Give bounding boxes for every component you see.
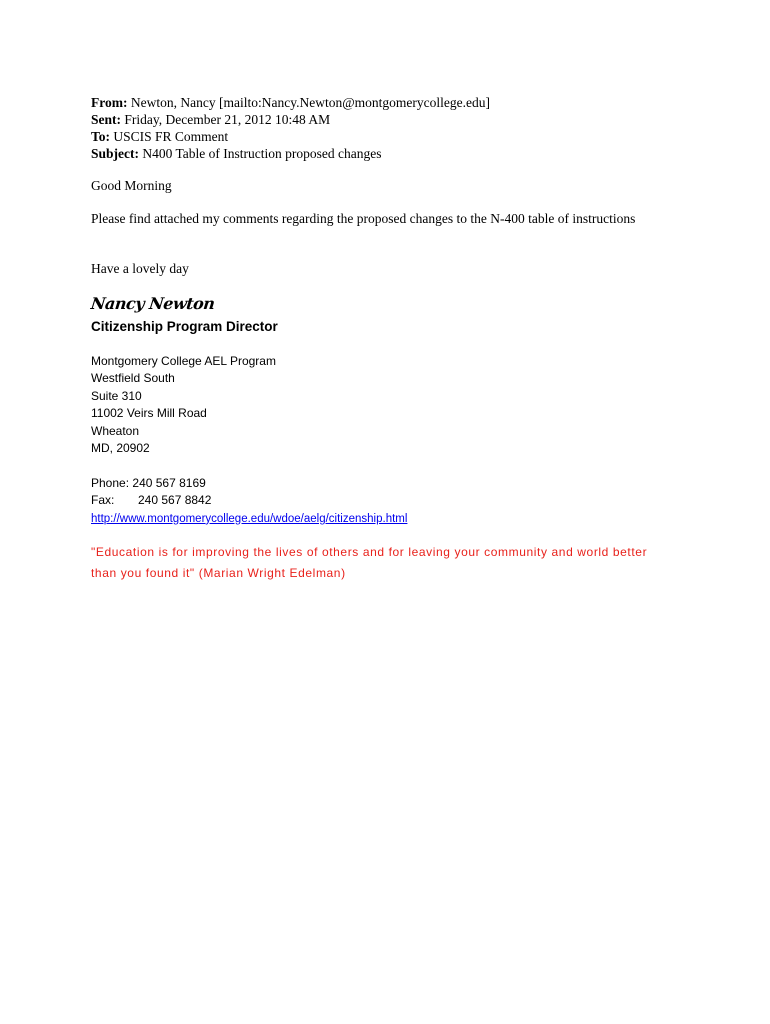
from-value: Newton, Nancy [mailto:Nancy.Newton@montgomerycollege.edu] — [130, 95, 490, 110]
address-line: Montgomery College AEL Program — [91, 354, 276, 368]
email-body: Please find attached my comments regarding the proposed changes to the N-400 table of instructions — [91, 211, 636, 226]
subject-label: Subject: — [91, 146, 139, 161]
sent-line — [91, 111, 751, 128]
to-value: USCIS FR Comment — [113, 129, 229, 144]
phone-value: 240 567 8169 — [132, 476, 206, 490]
signature-name: Nancy Newton — [90, 294, 216, 313]
sent-value: Friday, December 21, 2012 10:48 AM — [124, 112, 331, 127]
subject-value: N400 Table of Instruction proposed changes — [142, 146, 382, 161]
phone-label: Phone: — [91, 476, 130, 490]
subject-line — [91, 145, 751, 162]
address-line: 11002 Veirs Mill Road — [91, 406, 207, 421]
address-line: MD, 20902 — [91, 441, 150, 456]
sent-label: Sent: — [91, 112, 121, 127]
to-label: To: — [91, 129, 111, 144]
link-row — [91, 510, 407, 528]
from-label: From: — [91, 95, 128, 110]
address-line: Westfield South — [91, 371, 175, 386]
phone-row — [91, 475, 407, 492]
to-line — [91, 128, 751, 145]
signature-quote: "Education is for improving the lives of others and for leaving your community and world better than you found it" (Marian Wright Edelman) — [91, 545, 648, 580]
website-link[interactable]: http://www.montgomerycollege.edu/wdoe/aelg/citizenship.html — [91, 512, 408, 525]
address-block — [91, 353, 276, 457]
address-line: Wheaton — [91, 423, 140, 438]
job-title: Citizenship Program Director — [91, 319, 278, 334]
closing-line: Have a lovely day — [91, 261, 189, 276]
from-line — [91, 94, 751, 111]
fax-label: Fax: — [91, 493, 115, 508]
greeting: Good Morning — [91, 178, 172, 193]
address-line: Suite 310 — [91, 388, 142, 403]
fax-value: 240 567 8842 — [138, 493, 212, 508]
fax-row — [91, 492, 407, 509]
email-headers — [91, 94, 751, 162]
contact-block — [91, 475, 407, 528]
